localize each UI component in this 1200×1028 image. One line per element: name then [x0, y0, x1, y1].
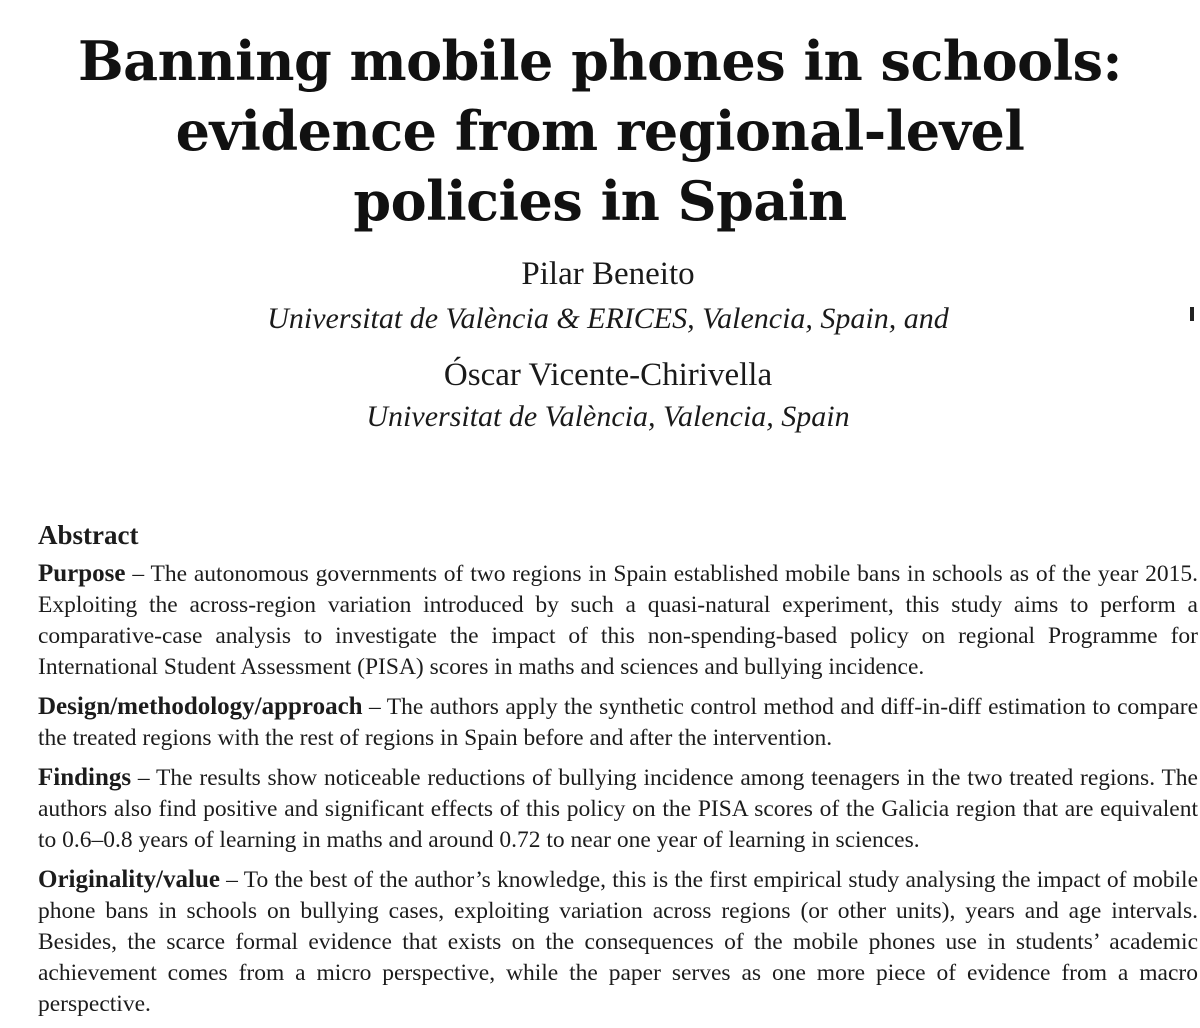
title-line: evidence from regional-level — [175, 99, 1025, 163]
section-text: The autonomous governments of two regions in Spain established mobile bans in schools as of the year 2015. Exploiting the across-region variation introduced by such a quasi-natural experiment, this study aims to perform a comparative-case analysis to investigate the impact of this non-spending-based policy on regional Programme for International Student Assessment (PISA) scores in maths and sciences and bullying incidence. — [38, 561, 1198, 680]
abstract-section-design — [38, 691, 1198, 754]
section-separator: – — [362, 694, 387, 720]
abstract-section-findings — [38, 762, 1198, 856]
section-separator: – — [219, 867, 244, 893]
section-text: To the best of the author’s knowledge, this is the first empirical study analysing the impact of mobile phone bans in schools on bullying cases, exploiting variation across regions (or other units), years and age intervals. Besides, the scarce formal evidence that exists on the consequences of the mobile phones use in students’ academic achievement comes from a micro perspective, while the paper serves as one more piece of evidence from a macro perspective. — [38, 867, 1199, 1017]
title-line: Banning mobile phones in schools: — [78, 29, 1122, 93]
section-separator: – — [125, 561, 151, 587]
section-label: Originality/value — [38, 866, 220, 893]
section-label: Purpose — [38, 560, 126, 587]
abstract-heading: Abstract — [38, 520, 139, 550]
margin-mark — [1190, 307, 1194, 321]
author-affiliation: Universitat de València, Valencia, Spain — [366, 400, 850, 433]
author-name: Óscar Vicente-Chirivella — [443, 357, 773, 393]
abstract — [38, 518, 1198, 1028]
section-label: Findings — [38, 764, 132, 791]
paper-title — [0, 26, 1200, 236]
section-text: The results show noticeable reductions of bullying incidence among teenagers in the two treated regions. The authors also find positive and significant effects of this policy on the PISA scores of the Galicia region that are equivalent to 0.6–0.8 years of learning in maths and around 0.72 to near one year of learning in sciences. — [38, 765, 1198, 853]
abstract-section-purpose — [38, 558, 1198, 683]
abstract-section-originality — [38, 864, 1198, 1020]
section-text: The authors apply the synthetic control method and diff-in-diff estimation to compare the treated regions with the rest of regions in Spain before and after the intervention. — [38, 694, 1199, 751]
author-affiliation: Universitat de València & ERICES, Valencia, Spain, and — [267, 302, 949, 335]
author-name: Pilar Beneito — [521, 256, 695, 292]
section-separator: – — [131, 765, 157, 791]
section-label: Design/methodology/approach — [38, 693, 363, 720]
title-line: policies in Spain — [353, 169, 847, 233]
